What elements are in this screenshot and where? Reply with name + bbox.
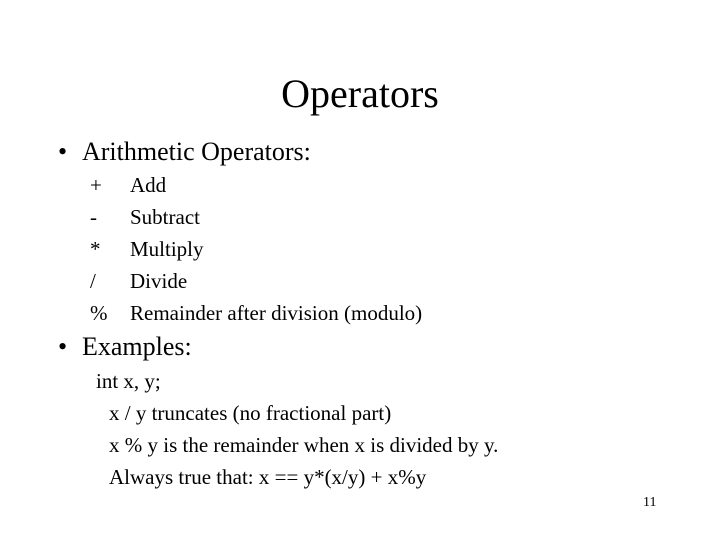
operator-symbol: % bbox=[90, 301, 108, 325]
operator-description: Add bbox=[130, 173, 167, 197]
operator-description: Multiply bbox=[130, 237, 204, 261]
operator-symbol: - bbox=[90, 205, 97, 229]
example-line: x / y truncates (no fractional part) bbox=[109, 401, 392, 425]
example-line: int x, y; bbox=[96, 369, 161, 393]
bullet-text: Examples: bbox=[82, 332, 192, 361]
page-number: 11 bbox=[643, 495, 657, 510]
operator-symbol: + bbox=[90, 173, 102, 197]
bullet-text: Arithmetic Operators: bbox=[82, 137, 311, 166]
operator-list bbox=[88, 169, 422, 329]
operator-row-modulo bbox=[88, 297, 422, 329]
bullet-marker: • bbox=[58, 332, 68, 361]
examples-block bbox=[96, 365, 498, 493]
example-line: x % y is the remainder when x is divided by y. bbox=[109, 433, 499, 457]
slide-title-text: Operators bbox=[281, 71, 439, 116]
operator-symbol: * bbox=[90, 237, 101, 261]
operator-description: Remainder after division (modulo) bbox=[130, 301, 423, 325]
operator-row-add bbox=[88, 169, 422, 201]
bullet-marker: • bbox=[58, 137, 68, 166]
bullet-examples bbox=[58, 332, 192, 362]
operator-description: Divide bbox=[130, 269, 188, 293]
bullet-arithmetic-operators bbox=[58, 137, 311, 167]
operator-description: Subtract bbox=[130, 205, 200, 229]
slide-title bbox=[0, 70, 720, 118]
operator-symbol: / bbox=[90, 269, 96, 293]
example-line: Always true that: x == y*(x/y) + x%y bbox=[109, 465, 427, 489]
operator-row-multiply bbox=[88, 233, 422, 265]
operator-row-subtract bbox=[88, 201, 422, 233]
operator-row-divide bbox=[88, 265, 422, 297]
